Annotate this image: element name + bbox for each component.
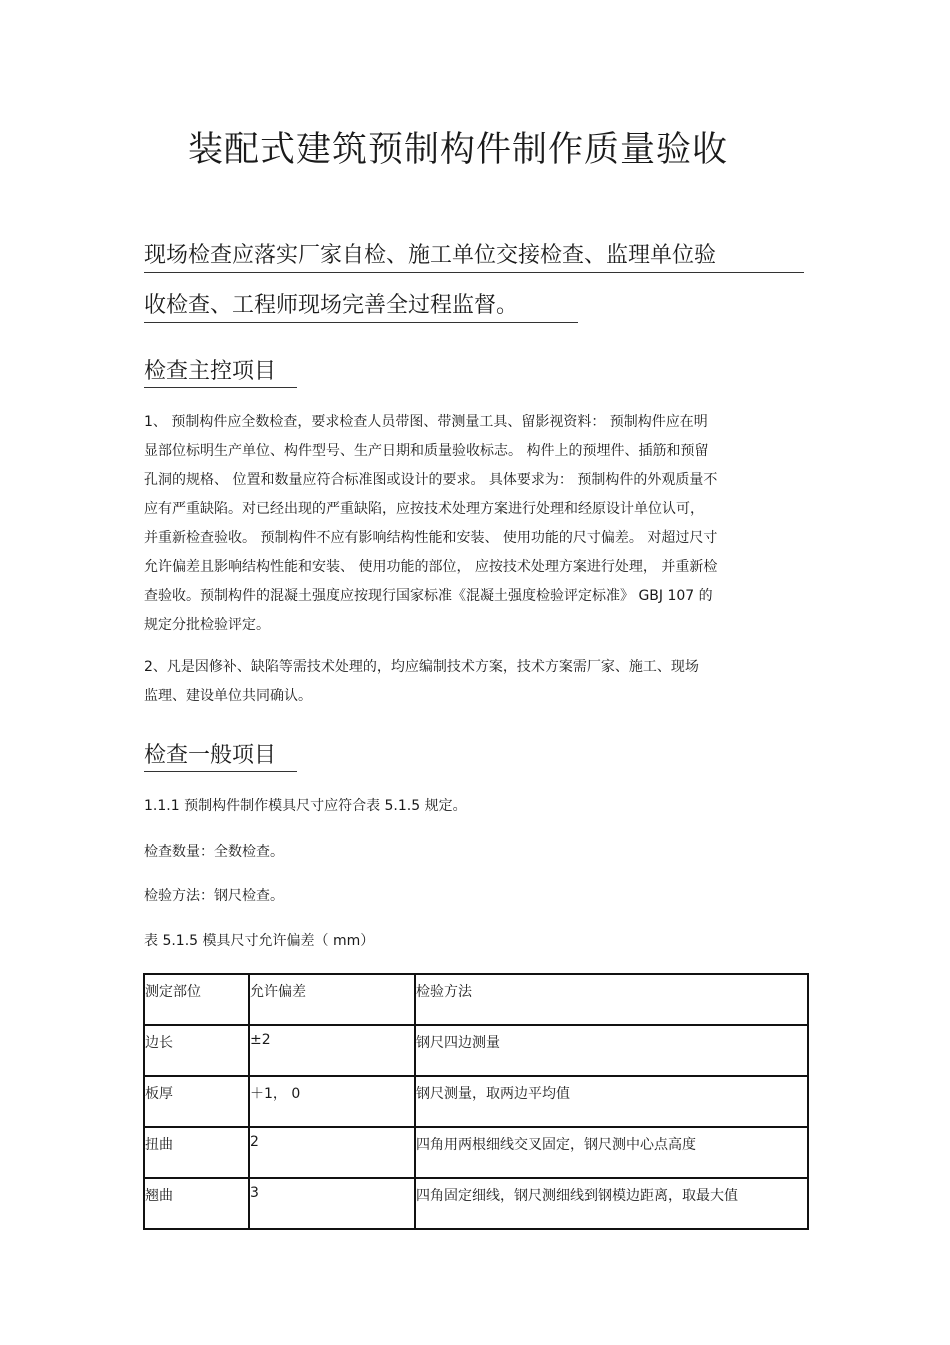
main-item-2-line: 2、凡是因修补、缺陷等需技术处理的，均应编制技术方案，技术方案需厂家、施工、现场 — [144, 659, 699, 675]
main-item-1-line: 允许偏差且影响结构性能和安装、 使用功能的部位， 应按技术处理方案进行处理， 并重新检 — [144, 559, 718, 575]
main-item-2-line: 监理、建设单位共同确认。 — [144, 688, 312, 704]
table-cell: 3 — [249, 1178, 415, 1229]
main-item-2 — [144, 653, 814, 711]
main-item-1-line: 并重新检查验收。 预制构件不应有影响结构性能和安装、 使用功能的尺寸偏差。 对超过尺寸 — [144, 530, 718, 546]
main-item-1 — [144, 408, 814, 640]
document-title: 装配式建筑预制构件制作质量验收 — [188, 130, 729, 170]
section-heading-general-items: 检查一般项目 — [144, 738, 297, 772]
section-heading-main-items: 检查主控项目 — [144, 354, 297, 388]
intro-line-1: 现场检查应落实厂家自检、施工单位交接检查、监理单位验 — [144, 238, 804, 273]
table-cell: 边长 — [144, 1025, 249, 1076]
table-row — [144, 1025, 808, 1076]
main-item-1-line: 1、 预制构件应全数检查，要求检查人员带图、带测量工具、留影视资料： 预制构件应在明 — [144, 414, 708, 430]
main-item-1-line: 应有严重缺陷。对已经出现的严重缺陷，应按技术处理方案进行处理和经原设计单位认可， — [144, 501, 704, 517]
table-cell: 扭曲 — [144, 1127, 249, 1178]
table-header-cell: 测定部位 — [144, 974, 249, 1025]
table-row — [144, 1076, 808, 1127]
table-cell: 四角固定细线，钢尺测细线到钢模边距离，取最大值 — [415, 1178, 808, 1229]
main-item-1-line: 规定分批检验评定。 — [144, 617, 270, 633]
table-cell: 翘曲 — [144, 1178, 249, 1229]
main-item-1-line: 显部位标明生产单位、构件型号、生产日期和质量验收标志。 构件上的预埋件、插筋和预留 — [144, 443, 709, 459]
main-item-1-line: 查验收。预制构件的混凝土强度应按现行国家标准《混凝土强度检验评定标准》 GBJ 107 的 — [144, 588, 713, 604]
table-cell: 钢尺测量，取两边平均值 — [415, 1076, 808, 1127]
inspection-method: 检验方法：钢尺检查。 — [144, 888, 284, 904]
main-item-1-line: 孔洞的规格、 位置和数量应符合标准图或设计的要求。 具体要求为： 预制构件的外观质量不 — [144, 472, 718, 488]
table-header-row — [144, 974, 808, 1025]
table-header-cell: 检验方法 — [415, 974, 808, 1025]
table-cell: ±2 — [249, 1025, 415, 1076]
table-row — [144, 1178, 808, 1229]
table-cell: 2 — [249, 1127, 415, 1178]
table-cell: 板厚 — [144, 1076, 249, 1127]
clause-text: 1.1.1 预制构件制作模具尺寸应符合表 5.1.5 规定。 — [144, 798, 467, 814]
tolerance-table — [143, 973, 809, 1230]
table-cell: 钢尺四边测量 — [415, 1025, 808, 1076]
table-header-cell: 允许偏差 — [249, 974, 415, 1025]
table-cell: 四角用两根细线交叉固定，钢尺测中心点高度 — [415, 1127, 808, 1178]
table-row — [144, 1127, 808, 1178]
inspection-quantity: 检查数量：全数检查。 — [144, 844, 284, 860]
table-caption: 表 5.1.5 模具尺寸允许偏差（ mm） — [144, 933, 375, 949]
table-cell: ＋1， 0 — [249, 1076, 415, 1127]
intro-line-2: 收检查、工程师现场完善全过程监督。 — [144, 288, 578, 323]
